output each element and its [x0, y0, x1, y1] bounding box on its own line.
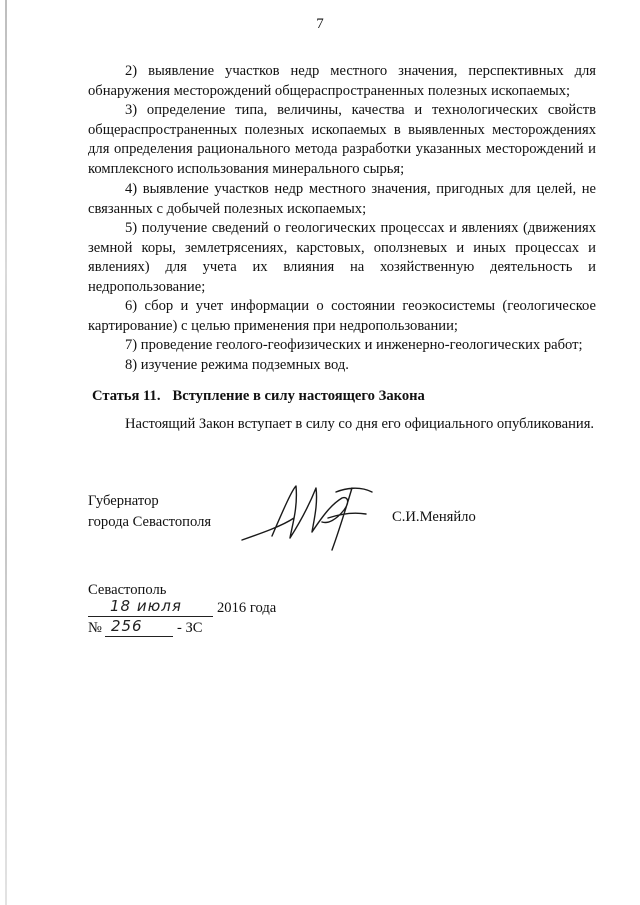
- date-suffix: 2016 года: [217, 600, 277, 616]
- list-item-4: 4) выявление участков недр местного значения, пригодных для целей, не связанных с добычей полезных ископаемых;: [88, 181, 596, 217]
- list-item-3: 3) определение типа, величины, качества и технологических свойств общераспространенных полезных ископаемых в выявленных месторождениях для определения рационального метода разработки указанных месторождений и комплексного использования минерального сырья;: [88, 102, 596, 177]
- number-blank: [105, 617, 173, 637]
- page-number: 7: [316, 16, 324, 32]
- scan-edge: [5, 0, 7, 905]
- signatory-position-line2: города Севастополя: [88, 514, 212, 530]
- list-item-5: 5) получение сведений о геологических процессах и явлениях (движениях земной коры, землетрясениях, карстовых, оползневых и иных процессах и явлениях) для учета их влияния на хозяйственную деятельность и недропользование;: [88, 220, 596, 295]
- handwritten-number: 256: [110, 617, 143, 635]
- handwritten-date: 18 июля: [110, 597, 182, 615]
- date-blank: [88, 597, 213, 617]
- signatory-position-line1: Губернатор: [88, 493, 159, 509]
- article-number: Статья 11.: [92, 388, 161, 404]
- number-prefix: №: [88, 620, 102, 636]
- place: Севастополь: [88, 582, 167, 598]
- article-title: Вступление в силу настоящего Закона: [172, 388, 425, 404]
- signatory-position: [88, 491, 211, 533]
- list-item-8: 8) изучение режима подземных вод.: [125, 357, 349, 373]
- list-item-7: 7) проведение геолого-геофизических и инженерно-геологических работ;: [125, 337, 583, 353]
- list-item-6: 6) сбор и учет информации о состоянии геоэкосистемы (геологическое картирование) с целью применения при недропользовании;: [88, 298, 596, 334]
- list-item-2: 2) выявление участков недр местного значения, перспективных для обнаружения месторождений общераспространенных полезных ископаемых;: [88, 63, 596, 99]
- handwritten-signature: [232, 478, 382, 558]
- article-heading: [92, 388, 425, 405]
- signatory-name: С.И.Меняйло: [392, 509, 476, 525]
- number-suffix: - ЗС: [176, 620, 203, 636]
- number-line: [88, 617, 203, 642]
- article-text: Настоящий Закон вступает в силу со дня его официального опубликования.: [125, 416, 595, 432]
